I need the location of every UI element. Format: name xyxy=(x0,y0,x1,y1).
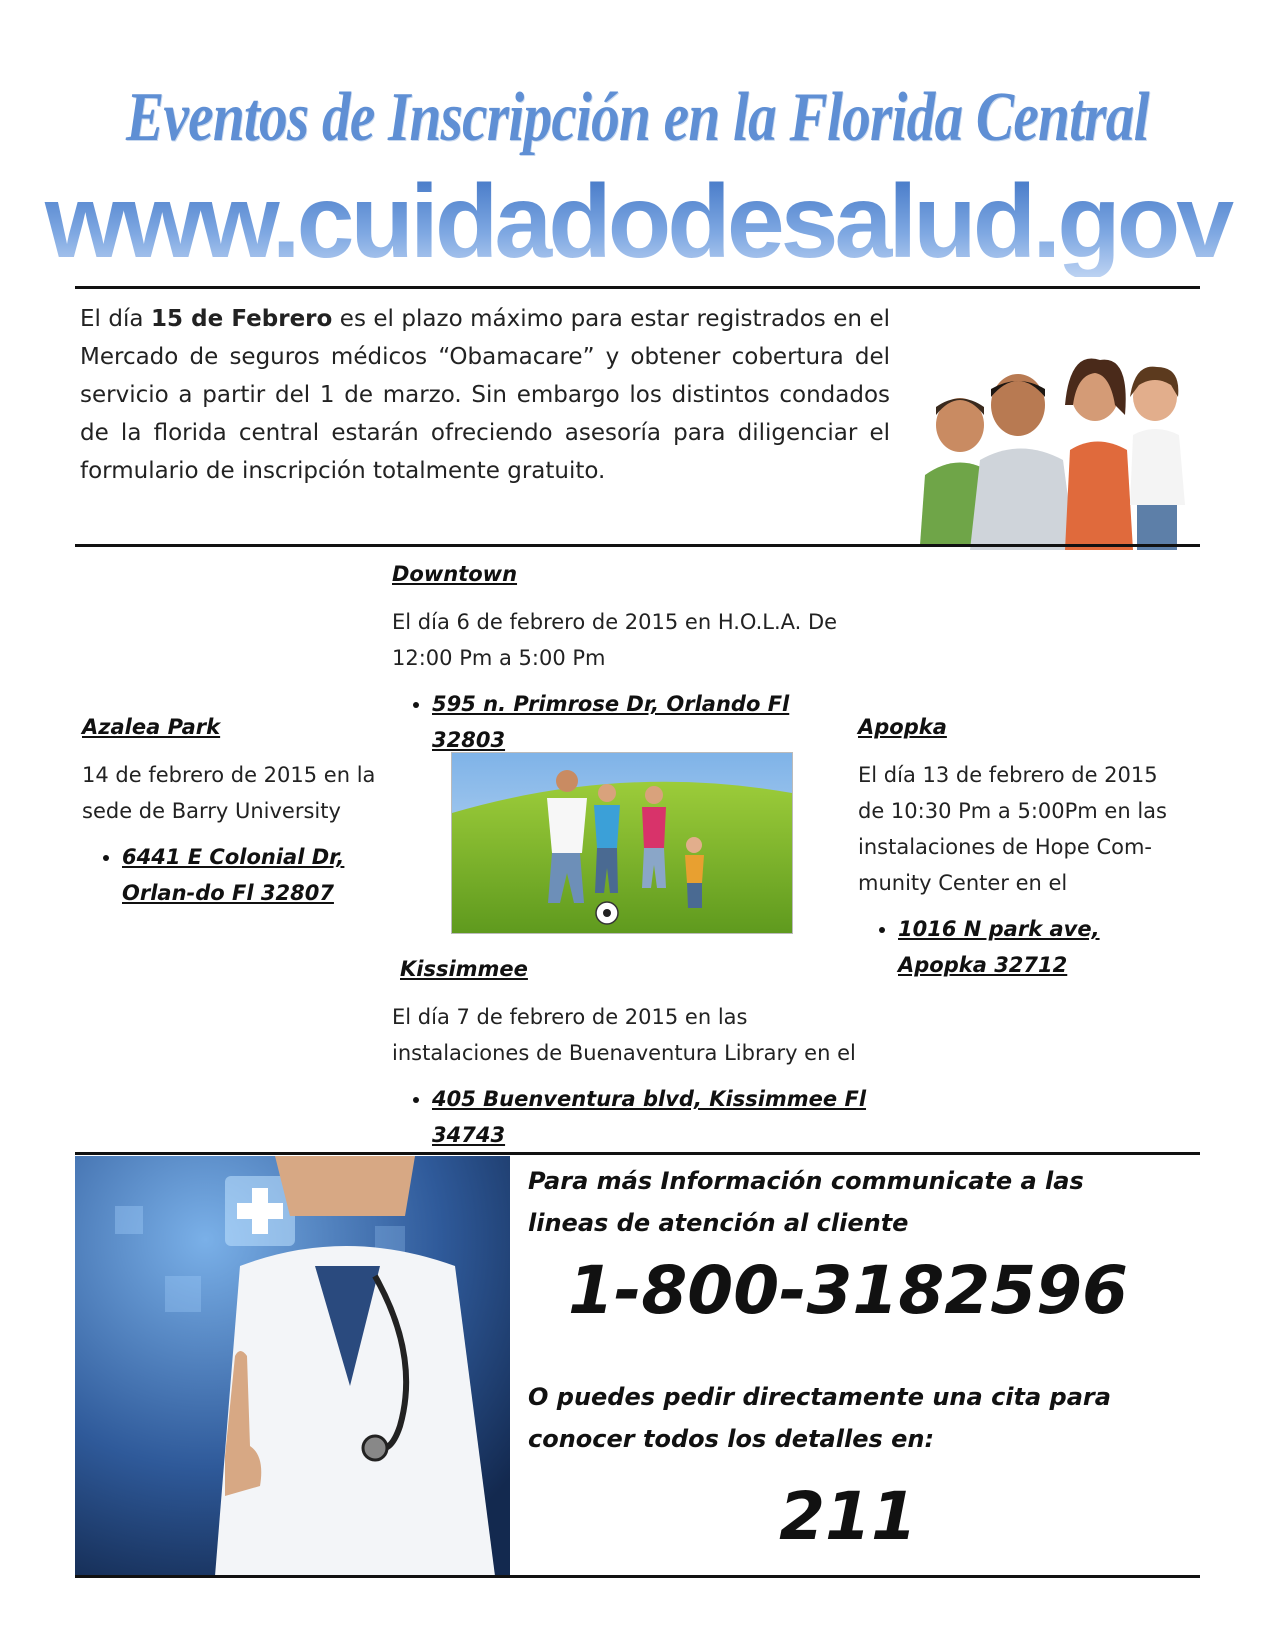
address-list-kissimmee xyxy=(392,1081,882,1153)
doctor-photo xyxy=(75,1156,510,1576)
venue-description-azalea-park: 14 de febrero de 2015 en la sede de Barry University xyxy=(82,763,376,823)
family-photo xyxy=(915,345,1200,550)
address-list-azalea-park xyxy=(82,839,387,911)
appointment-text: O puedes pedir directamente una cita para conocer todos los detalles en: xyxy=(528,1383,1111,1453)
short-number[interactable]: 211 xyxy=(779,1478,917,1555)
family-soccer-photo xyxy=(452,753,792,933)
top-divider xyxy=(75,286,1200,289)
venue-azalea-park xyxy=(82,709,387,911)
venue-description-apopka: El día 13 de febrero de 2015 de 10:30 Pm a 5:00Pm en las instalaciones de Hope Com-munity Center en el xyxy=(858,763,1167,895)
venue-kissimmee xyxy=(392,951,882,1153)
address-list-downtown xyxy=(392,686,842,758)
website-url: www.cuidadodesalud.gov xyxy=(0,168,1275,277)
address-list-apopka xyxy=(858,911,1173,983)
venue-title-apopka: Apopka xyxy=(858,715,947,739)
venue-address-kissimmee[interactable]: • 405 Buenventura blvd, Kissimmee Fl 34743 xyxy=(432,1081,882,1153)
mid-divider xyxy=(75,544,1200,547)
venue-title-azalea-park: Azalea Park xyxy=(82,715,221,739)
venue-downtown xyxy=(392,556,842,758)
flyer-headline: Eventos de Inscripción en la Florida Central xyxy=(126,79,1149,156)
deadline-date: 15 de Febrero xyxy=(150,306,333,332)
venue-description-downtown: El día 6 de febrero de 2015 en H.O.L.A. De 12:00 Pm a 5:00 Pm xyxy=(392,610,838,670)
intro-text-before: El día xyxy=(80,306,151,332)
intro-paragraph xyxy=(80,300,890,490)
venue-description-kissimmee: El día 7 de febrero de 2015 en las instalaciones de Buenaventura Library en el xyxy=(392,1005,856,1065)
venue-title-downtown: Downtown xyxy=(392,562,518,586)
venue-apopka xyxy=(858,709,1173,983)
bottom-divider xyxy=(75,1575,1200,1578)
venue-address-azalea-park[interactable]: • 6441 E Colonial Dr, Orlan-do Fl 32807 xyxy=(122,839,387,911)
venue-address-apopka[interactable]: • 1016 N park ave, Apopka 32712 xyxy=(898,911,1173,983)
phone-number[interactable]: 1-800-3182596 xyxy=(568,1252,1128,1329)
venue-title-kissimmee: Kissimmee xyxy=(400,957,528,981)
contact-info-text: Para más Información communicate a las lineas de atención al cliente xyxy=(528,1167,1084,1237)
contact-top-divider xyxy=(75,1152,1200,1155)
intro-text-after: es el plazo máximo para estar registrados en el Mercado de seguros médicos “Obamacare” y obtener cobertura del servicio a partir del 1 de marzo. Sin embargo los distintos condados de la florida central estarán ofreciendo asesoría para diligenciar el formulario de inscripción totalmente gratuito. xyxy=(80,306,890,484)
venue-address-downtown[interactable]: • 595 n. Primrose Dr, Orlando Fl 32803 xyxy=(432,686,842,758)
